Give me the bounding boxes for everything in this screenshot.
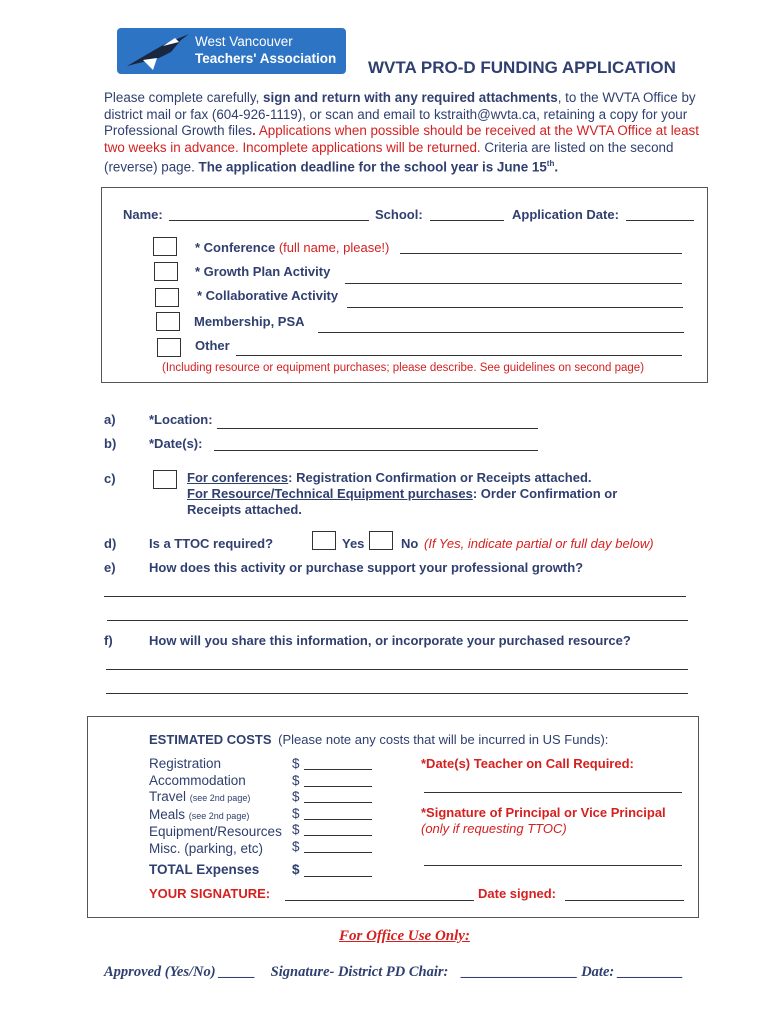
attachments-text: [187, 470, 617, 518]
name-field[interactable]: [169, 220, 369, 221]
intro-text-5: Applications when possible should be received at the WVTA Office at least two weeks in advance. Incomplete applications will be returned.: [104, 123, 699, 155]
intro-text-2: sign and return with any required attachments: [263, 90, 558, 105]
growth-plan-label: * Growth Plan Activity: [195, 264, 331, 279]
location-label: *Location:: [149, 412, 213, 427]
growth-answer-line-2[interactable]: [107, 620, 688, 621]
conference-note: (full name, please!): [275, 240, 390, 255]
principal-signature-field[interactable]: [424, 865, 682, 866]
growth-plan-field[interactable]: [345, 283, 682, 284]
item-b-letter: b): [104, 436, 117, 451]
item-a-letter: a): [104, 412, 116, 427]
conference-field[interactable]: [400, 253, 682, 254]
growth-plan-checkbox[interactable]: [154, 262, 178, 281]
cost-row: [149, 841, 282, 858]
cost-label: Travel: [149, 789, 187, 805]
collaborative-checkbox[interactable]: [155, 288, 179, 307]
dollar-sign: $: [292, 756, 300, 771]
dollar-sign: $: [292, 838, 300, 854]
office-date-field[interactable]: _________: [617, 964, 684, 980]
logo-line2: Teachers' Association: [195, 51, 337, 66]
growth-answer-line-1[interactable]: [104, 596, 686, 597]
conference-label-text: * Conference: [195, 240, 276, 255]
cost-label: Misc. (parking, etc): [149, 840, 264, 856]
ttoc-note: (If Yes, indicate partial or full day below): [424, 536, 654, 551]
deadline-end: .: [554, 159, 559, 175]
date-signed-label: Date signed:: [478, 886, 557, 901]
dollar-sign: $: [292, 805, 300, 821]
resources-text: : Order Confirmation or: [472, 486, 618, 501]
other-field[interactable]: [236, 355, 682, 356]
receipts-text: Receipts attached.: [187, 502, 302, 517]
cost-amounts: [292, 756, 300, 856]
attachments-checkbox[interactable]: [153, 470, 177, 489]
office-date-label: Date:: [581, 964, 615, 980]
cost-row: [149, 824, 282, 841]
ttoc-dates-field[interactable]: [424, 792, 682, 793]
cost-label: Meals: [149, 806, 186, 822]
deadline-text: The application deadline for the school year is June 15: [198, 159, 547, 175]
your-signature-label: YOUR SIGNATURE:: [149, 886, 271, 901]
accommodation-amount[interactable]: [304, 786, 372, 787]
intro-text-3: , to the WVTA Office by district mail or fax (604-926-1119), or scan and email to kstraith@wvta.ca, retaining a copy for your Professional Growth files: [104, 90, 696, 138]
total-amount[interactable]: [304, 876, 372, 877]
costs-heading-note: (Please note any costs that will be incurred in US Funds):: [278, 732, 609, 747]
ttoc-dates-label: *Date(s) Teacher on Call Required:: [421, 756, 634, 771]
equipment-amount[interactable]: [304, 835, 372, 836]
total-label: TOTAL Expenses: [149, 862, 260, 877]
principal-signature-label: *Signature of Principal or Vice Principal: [421, 805, 666, 820]
school-label: School:: [375, 207, 423, 222]
item-f-letter: f): [104, 633, 113, 648]
intro-text-4: .: [252, 123, 256, 138]
cost-row: [149, 773, 282, 790]
name-label: Name:: [123, 207, 163, 222]
costs-heading: [149, 732, 608, 747]
item-d-letter: d): [104, 536, 117, 551]
ttoc-no-checkbox[interactable]: [369, 531, 393, 550]
registration-amount[interactable]: [304, 769, 372, 770]
cost-label: Equipment/Resources: [149, 824, 282, 840]
dates-field[interactable]: [214, 450, 538, 451]
dollar-sign: $: [292, 789, 300, 805]
meals-amount[interactable]: [304, 819, 372, 820]
misc-amount[interactable]: [304, 852, 372, 853]
share-answer-line-1[interactable]: [106, 669, 688, 670]
location-field[interactable]: [217, 428, 538, 429]
dates-label: *Date(s):: [149, 436, 203, 451]
principal-signature-note: (only if requesting TTOC): [421, 821, 567, 836]
application-date-field[interactable]: [626, 220, 694, 221]
costs-heading-text: ESTIMATED COSTS: [149, 732, 272, 747]
conferences-u: For conferences: [187, 470, 289, 485]
logo-line1: West Vancouver: [195, 34, 293, 49]
intro-paragraph: [104, 90, 704, 176]
total-dollar: $: [292, 862, 300, 877]
dollar-sign: $: [292, 772, 300, 788]
deadline-sup: th: [546, 159, 555, 168]
cost-note: (see 2nd page): [188, 810, 250, 821]
travel-amount[interactable]: [304, 802, 372, 803]
cost-labels: [149, 756, 282, 858]
wvta-logo: [117, 28, 346, 74]
application-date-label: Application Date:: [512, 207, 619, 222]
intro-text-6: Criteria are listed on the second (reverse) page.: [104, 139, 674, 175]
resources-u: For Resource/Technical Equipment purchases: [187, 486, 473, 501]
ttoc-no-label: No: [401, 536, 419, 551]
pd-chair-field[interactable]: ________________: [461, 964, 578, 980]
intro-text-1: Please complete carefully,: [104, 90, 264, 105]
cost-row: [149, 756, 282, 773]
conference-label: [195, 240, 389, 255]
office-use-row: [104, 964, 683, 981]
item-e-letter: e): [104, 560, 116, 575]
cost-note: (see 2nd page): [189, 793, 251, 804]
pd-chair-label: Signature- District PD Chair:: [270, 964, 449, 980]
other-label: Other: [195, 338, 230, 353]
eagle-icon: [123, 30, 193, 72]
conference-checkbox[interactable]: [153, 237, 177, 256]
approved-label: Approved (Yes/No) _____: [104, 964, 256, 980]
cost-row: [149, 789, 282, 807]
collaborative-label: * Collaborative Activity: [197, 288, 339, 303]
cost-row: [149, 807, 282, 825]
share-question: How will you share this information, or incorporate your purchased resource?: [149, 633, 631, 648]
ttoc-label: Is a TTOC required?: [149, 536, 274, 551]
your-signature-field[interactable]: [285, 900, 474, 901]
conferences-text: : Registration Confirmation or Receipts attached.: [288, 470, 592, 485]
cost-label: Accommodation: [149, 772, 246, 788]
collaborative-field[interactable]: [347, 307, 683, 308]
page-title: WVTA PRO-D FUNDING APPLICATION: [368, 58, 676, 77]
school-field[interactable]: [430, 220, 504, 221]
other-checkbox[interactable]: [157, 338, 181, 357]
dollar-sign: $: [292, 822, 300, 838]
ttoc-yes-checkbox[interactable]: [312, 531, 336, 550]
share-answer-line-2[interactable]: [106, 693, 688, 694]
membership-label: Membership, PSA: [194, 314, 305, 329]
membership-checkbox[interactable]: [156, 312, 180, 331]
cost-label: Registration: [149, 756, 222, 771]
other-note: (Including resource or equipment purchases; please describe. See guidelines on second page): [162, 362, 645, 374]
growth-question: How does this activity or purchase support your professional growth?: [149, 560, 584, 575]
date-signed-field[interactable]: [565, 900, 684, 901]
membership-field[interactable]: [318, 332, 684, 333]
office-use-heading: For Office Use Only:: [339, 928, 470, 944]
ttoc-yes-label: Yes: [342, 536, 365, 551]
item-c-letter: c): [104, 471, 116, 486]
